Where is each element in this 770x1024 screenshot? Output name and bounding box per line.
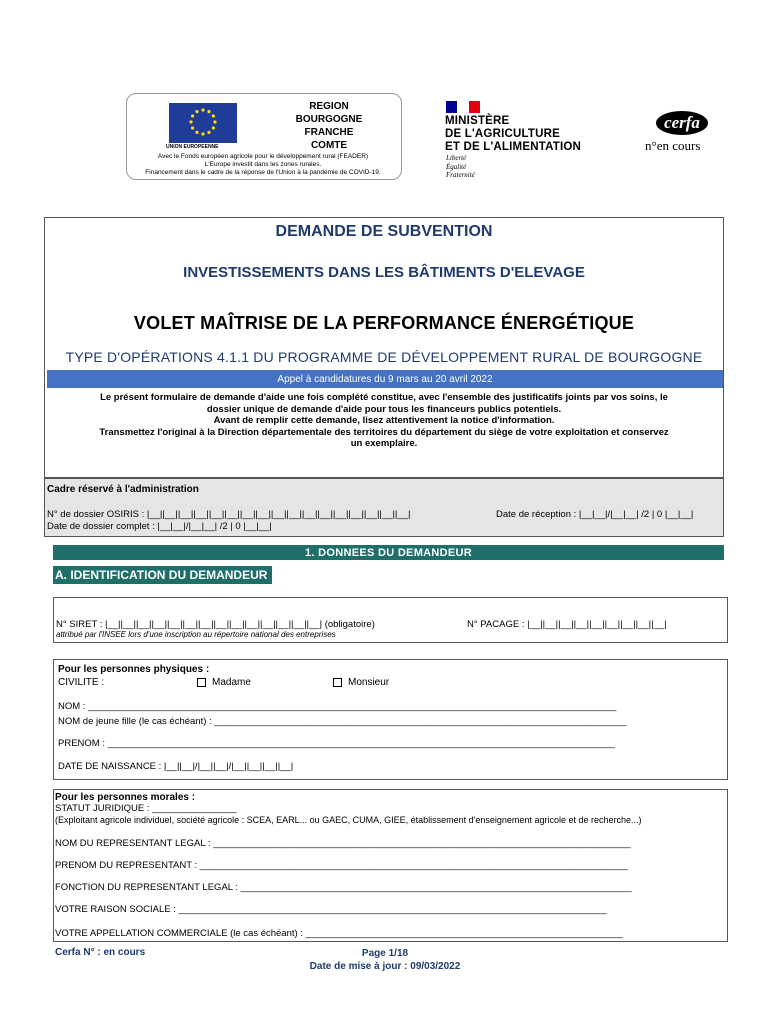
date-naissance-field[interactable]: DATE DE NAISSANCE : |__||__|/|__||__|/|__||__||__||__|: [58, 761, 294, 772]
form-volet: VOLET MAÎTRISE DE LA PERFORMANCE ÉNERGÉTIQUE: [133, 313, 635, 333]
form-operation-type: TYPE D'OPÉRATIONS 4.1.1 DU PROGRAMME DE DÉVELOPPEMENT RURAL DE BOURGOGNE: [65, 349, 703, 365]
statut-examples: (Exploitant agricole individuel, société agricole : SCEA, EARL... ou GAEC, CUMA, GIEE, établissement d'enseignement agricole et de recherche...): [55, 815, 642, 825]
complete-date-field[interactable]: Date de dossier complet : |__|__|/|__|__| /2 | 0 |__|__|: [47, 521, 272, 532]
region-name: REGION BOURGOGNE FRANCHE COMTE: [295, 101, 363, 151]
form-title: DEMANDE DE SUBVENTION: [275, 223, 493, 240]
eu-flag-icon: [169, 103, 237, 143]
call-dates-banner: Appel à candidatures du 9 mars au 20 avril 2022: [47, 370, 723, 388]
physical-persons-title: Pour les personnes physiques :: [58, 664, 210, 675]
monsieur-label: Monsieur: [348, 677, 390, 688]
statut-juridique-field[interactable]: STATUT JURIDIQUE : ________________: [55, 803, 237, 814]
prenom-representant-field[interactable]: PRENOM DU REPRESENTANT : _________________________________________________________________________________: [55, 860, 628, 871]
eu-caption: UNION EUROPEENNE: [166, 144, 219, 150]
footer-page-info: Page 1/18 Date de mise à jour : 09/03/2022: [309, 948, 461, 972]
monsieur-checkbox[interactable]: [333, 678, 342, 687]
ministry-name: MINISTÈRE DE L'AGRICULTURE ET DE L'ALIMENTATION: [445, 115, 581, 153]
monsieur-option[interactable]: [333, 677, 389, 688]
form-subtitle: INVESTISSEMENTS DANS LES BÂTIMENTS D'ELEVAGE: [183, 264, 585, 281]
republic-motto: Liberté Égalité Fraternité: [446, 154, 475, 179]
cerfa-number: n°en cours: [645, 138, 701, 153]
legal-persons-title: Pour les personnes morales :: [55, 792, 196, 803]
pacage-field[interactable]: N° PACAGE : |__||__||__||__||__||__||__||__||__|: [467, 619, 667, 630]
civilite-label: CIVILITE :: [58, 677, 105, 688]
prenom-field[interactable]: PRENOM : ________________________________________________________________________________________________: [58, 738, 615, 749]
section-1-header: 1. DONNEES DU DEMANDEUR: [53, 545, 724, 560]
nom-jeune-fille-field[interactable]: NOM de jeune fille (le cas échéant) : ______________________________________________________________________________: [58, 716, 627, 727]
footer-cerfa: Cerfa N° : en cours: [55, 947, 146, 958]
reception-date-field[interactable]: Date de réception : |__|__|/|__|__| /2 | 0 |__|__|: [496, 509, 694, 520]
madame-option[interactable]: [197, 677, 251, 688]
nom-field[interactable]: NOM : ____________________________________________________________________________________________________: [58, 701, 617, 712]
madame-label: Madame: [212, 677, 251, 688]
nom-representant-field[interactable]: NOM DU REPRESENTANT LEGAL : _______________________________________________________________________________: [55, 838, 631, 849]
marianne-flag-icon: [446, 100, 480, 112]
appellation-commerciale-field[interactable]: VOTRE APPELLATION COMMERCIALE (le cas échéant) : ____________________________________________________________: [55, 928, 623, 939]
intro-text: Le présent formulaire de demande d'aide une fois complété constitue, avec l'ensemble des justificatifs joints par vos soins, le dossier unique de demande d'aide pour tous les financeurs publics potentiels. Avant de remplir cette demande, lisez attentivement la notice d'information. Transmettez l'original à la Direction départementale des territoires du département du siège de votre exploitation et conservez un exemplaire.: [99, 392, 669, 449]
admin-title: Cadre réservé à l'administration: [47, 484, 199, 495]
siret-field[interactable]: N° SIRET : |__||__||__||__||__||__||__||__||__||__||__||__||__||__| (obligatoire): [56, 619, 375, 630]
osiris-number-field[interactable]: N° de dossier OSIRIS : |__||__||__||__||__||__||__||__||__||__||__||__||__||__||__||__||__|: [47, 509, 411, 520]
raison-sociale-field[interactable]: VOTRE RAISON SOCIALE : _________________________________________________________________________________: [55, 904, 607, 915]
siret-note: attribué par l'INSEE lors d'une inscription au répertoire national des entreprises: [56, 630, 336, 639]
madame-checkbox[interactable]: [197, 678, 206, 687]
section-a-header: A. IDENTIFICATION DU DEMANDEUR: [53, 566, 272, 584]
feader-caption: Avec le Fonds européen agricole pour le développement rural (FEADER) L'Europe investit dans les zones rurales. Financement dans le cadre de la réponse de l'Union à la pandémie de COVID-19.: [145, 153, 381, 176]
cerfa-logo: cerfa: [656, 111, 708, 135]
fonction-representant-field[interactable]: FONCTION DU REPRESENTANT LEGAL : __________________________________________________________________________: [55, 882, 632, 893]
